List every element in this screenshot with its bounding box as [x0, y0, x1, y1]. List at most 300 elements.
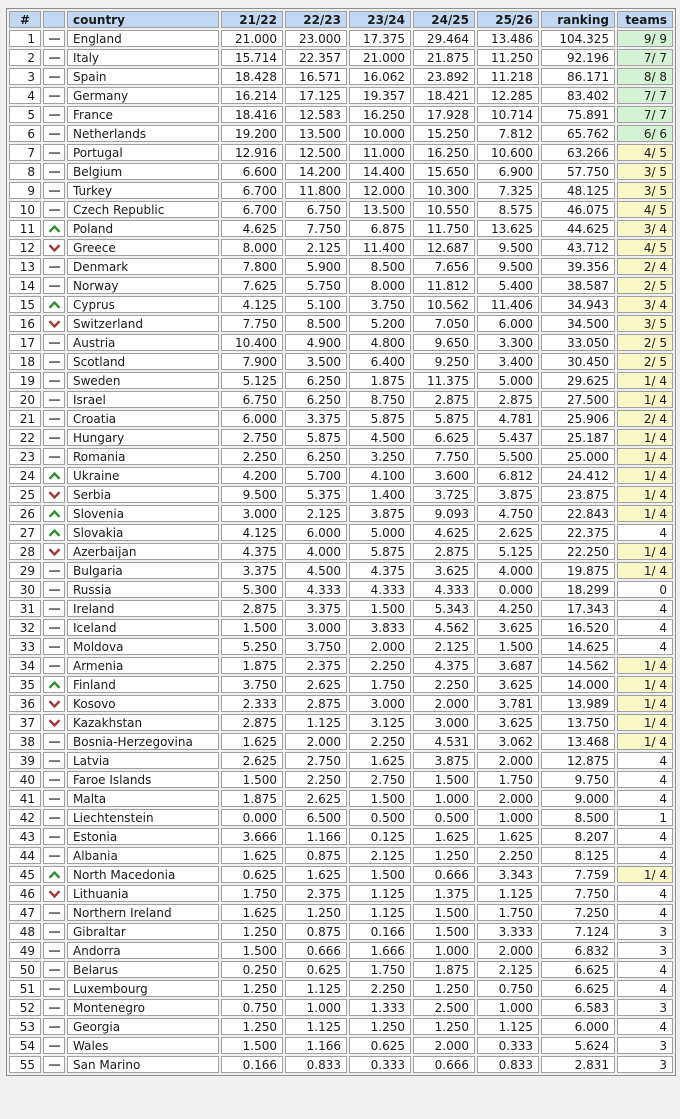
season-25-26-cell: 0.000: [477, 581, 539, 598]
teams-cell: 4: [617, 790, 673, 807]
season-21-22-cell: 1.250: [221, 1018, 283, 1035]
ranking-cell: 19.875: [541, 562, 615, 579]
ranking-cell: 83.402: [541, 87, 615, 104]
season-21-22-cell: 1.875: [221, 790, 283, 807]
table-row: [9, 828, 673, 845]
season-25-26-cell: 5.000: [477, 372, 539, 389]
table-row: [9, 619, 673, 636]
season-21-22-cell: 2.875: [221, 600, 283, 617]
ranking-cell: 38.587: [541, 277, 615, 294]
table-row: [9, 106, 673, 123]
country-cell: Hungary: [67, 429, 219, 446]
ranking-cell: 33.050: [541, 334, 615, 351]
country-cell: Slovakia: [67, 524, 219, 541]
teams-cell: 3/ 5: [617, 182, 673, 199]
country-cell: Netherlands: [67, 125, 219, 142]
season-22-23-cell: 1.125: [285, 1018, 347, 1035]
season-23-24-cell: 0.625: [349, 1037, 411, 1054]
season-23-24-cell: 1.400: [349, 486, 411, 503]
season-23-24-cell: 4.100: [349, 467, 411, 484]
movement-cell: [43, 429, 65, 446]
season-23-24-cell: 2.750: [349, 771, 411, 788]
season-22-23-cell: 1.166: [285, 828, 347, 845]
season-25-26-cell: 1.125: [477, 885, 539, 902]
no-change-icon: [49, 57, 60, 59]
rank-cell: 13: [9, 258, 41, 275]
season-23-24-cell: 8.000: [349, 277, 411, 294]
season-24-25-cell: 4.531: [413, 733, 475, 750]
table-row: [9, 125, 673, 142]
season-22-23-cell: 6.750: [285, 201, 347, 218]
table-row: [9, 87, 673, 104]
season-25-26-cell: 3.343: [477, 866, 539, 883]
season-21-22-cell: 1.500: [221, 771, 283, 788]
country-coefficient-table: [6, 8, 676, 1076]
season-22-23-cell: 2.125: [285, 505, 347, 522]
movement-cell: [43, 30, 65, 47]
season-25-26-cell: 1.000: [477, 809, 539, 826]
season-23-24-cell: 4.500: [349, 429, 411, 446]
season-25-26-cell: 7.325: [477, 182, 539, 199]
season-25-26-cell: 6.812: [477, 467, 539, 484]
rank-cell: 53: [9, 1018, 41, 1035]
season-25-26-cell: 3.062: [477, 733, 539, 750]
season-21-22-cell: 0.166: [221, 1056, 283, 1073]
ranking-cell: 9.000: [541, 790, 615, 807]
no-change-icon: [49, 380, 60, 382]
season-21-22-cell: 7.800: [221, 258, 283, 275]
country-cell: Northern Ireland: [67, 904, 219, 921]
season-23-24-cell: 1.500: [349, 866, 411, 883]
teams-cell: 8/ 8: [617, 68, 673, 85]
season-22-23-cell: 3.375: [285, 410, 347, 427]
country-cell: England: [67, 30, 219, 47]
table-row: [9, 885, 673, 902]
movement-cell: [43, 144, 65, 161]
no-change-icon: [49, 950, 60, 952]
season-24-25-cell: 2.250: [413, 676, 475, 693]
table-row: [9, 315, 673, 332]
season-24-25-cell: 3.875: [413, 752, 475, 769]
no-change-icon: [49, 133, 60, 135]
no-change-icon: [49, 988, 60, 990]
ranking-cell: 16.520: [541, 619, 615, 636]
table-row: [9, 581, 673, 598]
table-row: [9, 866, 673, 883]
ranking-cell: 63.266: [541, 144, 615, 161]
season-21-22-cell: 6.750: [221, 391, 283, 408]
movement-cell: [43, 258, 65, 275]
season-23-24-cell: 4.333: [349, 581, 411, 598]
season-22-23-cell: 5.375: [285, 486, 347, 503]
teams-cell: 1/ 4: [617, 391, 673, 408]
season-22-23-cell: 6.000: [285, 524, 347, 541]
movement-cell: [43, 847, 65, 864]
season-22-23-cell: 7.750: [285, 220, 347, 237]
season-22-23-cell: 14.200: [285, 163, 347, 180]
table-row: [9, 220, 673, 237]
country-cell: Georgia: [67, 1018, 219, 1035]
season-22-23-cell: 22.357: [285, 49, 347, 66]
season-24-25-cell: 11.812: [413, 277, 475, 294]
rank-cell: 40: [9, 771, 41, 788]
rank-cell: 3: [9, 68, 41, 85]
teams-cell: 2/ 4: [617, 258, 673, 275]
rank-cell: 37: [9, 714, 41, 731]
season-21-22-cell: 1.250: [221, 980, 283, 997]
country-cell: Italy: [67, 49, 219, 66]
teams-cell: 4: [617, 619, 673, 636]
movement-cell: [43, 695, 65, 712]
season-23-24-cell: 5.200: [349, 315, 411, 332]
rank-cell: 50: [9, 961, 41, 978]
season-24-25-cell: 1.875: [413, 961, 475, 978]
no-change-icon: [49, 589, 60, 591]
country-cell: Latvia: [67, 752, 219, 769]
season-23-24-cell: 1.500: [349, 600, 411, 617]
teams-cell: 2/ 5: [617, 353, 673, 370]
country-cell: Greece: [67, 239, 219, 256]
ranking-cell: 86.171: [541, 68, 615, 85]
season-22-23-cell: 2.750: [285, 752, 347, 769]
season-21-22-cell: 7.625: [221, 277, 283, 294]
table-row: [9, 847, 673, 864]
season-21-22-cell: 4.375: [221, 543, 283, 560]
table-row: [9, 429, 673, 446]
season-25-26-cell: 2.000: [477, 790, 539, 807]
movement-cell: [43, 904, 65, 921]
table-row: [9, 562, 673, 579]
season-25-26-cell: 1.625: [477, 828, 539, 845]
table-row: [9, 999, 673, 1016]
country-cell: Sweden: [67, 372, 219, 389]
rank-cell: 21: [9, 410, 41, 427]
season-22-23-cell: 13.500: [285, 125, 347, 142]
season-23-24-cell: 12.000: [349, 182, 411, 199]
header-rank: #: [9, 11, 41, 28]
teams-cell: 4: [617, 771, 673, 788]
season-25-26-cell: 4.750: [477, 505, 539, 522]
ranking-cell: 22.250: [541, 543, 615, 560]
ranking-cell: 22.843: [541, 505, 615, 522]
country-cell: Malta: [67, 790, 219, 807]
season-22-23-cell: 5.900: [285, 258, 347, 275]
table-row: [9, 30, 673, 47]
season-22-23-cell: 6.250: [285, 391, 347, 408]
season-25-26-cell: 0.750: [477, 980, 539, 997]
season-24-25-cell: 1.250: [413, 1018, 475, 1035]
season-24-25-cell: 23.892: [413, 68, 475, 85]
no-change-icon: [49, 741, 60, 743]
season-24-25-cell: 3.625: [413, 562, 475, 579]
teams-cell: 4: [617, 980, 673, 997]
season-24-25-cell: 6.625: [413, 429, 475, 446]
no-change-icon: [49, 437, 60, 439]
rank-up-icon: [48, 510, 61, 518]
season-25-26-cell: 3.687: [477, 657, 539, 674]
ranking-cell: 75.891: [541, 106, 615, 123]
country-cell: Iceland: [67, 619, 219, 636]
ranking-cell: 6.625: [541, 961, 615, 978]
table-row: [9, 372, 673, 389]
no-change-icon: [49, 456, 60, 458]
movement-cell: [43, 201, 65, 218]
teams-cell: 1: [617, 809, 673, 826]
rank-cell: 5: [9, 106, 41, 123]
season-21-22-cell: 18.416: [221, 106, 283, 123]
season-21-22-cell: 19.200: [221, 125, 283, 142]
season-23-24-cell: 8.500: [349, 258, 411, 275]
movement-cell: [43, 1037, 65, 1054]
ranking-cell: 14.000: [541, 676, 615, 693]
rank-cell: 24: [9, 467, 41, 484]
season-24-25-cell: 15.250: [413, 125, 475, 142]
ranking-cell: 8.125: [541, 847, 615, 864]
movement-cell: [43, 752, 65, 769]
season-24-25-cell: 3.000: [413, 714, 475, 731]
country-cell: Moldova: [67, 638, 219, 655]
season-22-23-cell: 1.250: [285, 904, 347, 921]
season-21-22-cell: 3.666: [221, 828, 283, 845]
season-22-23-cell: 4.000: [285, 543, 347, 560]
season-23-24-cell: 5.875: [349, 543, 411, 560]
season-23-24-cell: 16.062: [349, 68, 411, 85]
season-24-25-cell: 1.500: [413, 904, 475, 921]
country-cell: Belarus: [67, 961, 219, 978]
season-25-26-cell: 3.625: [477, 619, 539, 636]
rank-down-icon: [48, 890, 61, 898]
season-23-24-cell: 14.400: [349, 163, 411, 180]
teams-cell: 1/ 4: [617, 543, 673, 560]
season-21-22-cell: 1.250: [221, 923, 283, 940]
table-row: [9, 600, 673, 617]
rank-cell: 16: [9, 315, 41, 332]
country-cell: Faroe Islands: [67, 771, 219, 788]
country-cell: Slovenia: [67, 505, 219, 522]
season-25-26-cell: 2.000: [477, 942, 539, 959]
season-23-24-cell: 1.500: [349, 790, 411, 807]
season-24-25-cell: 3.600: [413, 467, 475, 484]
season-21-22-cell: 2.750: [221, 429, 283, 446]
season-25-26-cell: 6.900: [477, 163, 539, 180]
season-24-25-cell: 2.500: [413, 999, 475, 1016]
rank-cell: 14: [9, 277, 41, 294]
season-24-25-cell: 9.093: [413, 505, 475, 522]
season-25-26-cell: 10.714: [477, 106, 539, 123]
season-25-26-cell: 9.500: [477, 239, 539, 256]
rank-cell: 42: [9, 809, 41, 826]
country-cell: Spain: [67, 68, 219, 85]
table-row: [9, 391, 673, 408]
country-cell: Turkey: [67, 182, 219, 199]
country-cell: Serbia: [67, 486, 219, 503]
rank-cell: 22: [9, 429, 41, 446]
movement-cell: [43, 885, 65, 902]
rank-cell: 25: [9, 486, 41, 503]
teams-cell: 4: [617, 638, 673, 655]
teams-cell: 4/ 5: [617, 239, 673, 256]
season-23-24-cell: 2.000: [349, 638, 411, 655]
teams-cell: 3: [617, 1056, 673, 1073]
ranking-cell: 44.625: [541, 220, 615, 237]
rank-cell: 38: [9, 733, 41, 750]
season-23-24-cell: 6.875: [349, 220, 411, 237]
country-cell: Wales: [67, 1037, 219, 1054]
rank-down-icon: [48, 320, 61, 328]
teams-cell: 1/ 4: [617, 695, 673, 712]
season-23-24-cell: 4.375: [349, 562, 411, 579]
country-cell: Poland: [67, 220, 219, 237]
table-row: [9, 923, 673, 940]
teams-cell: 7/ 7: [617, 87, 673, 104]
header-season-23-24: 23/24: [349, 11, 411, 28]
season-24-25-cell: 1.500: [413, 923, 475, 940]
ranking-cell: 13.468: [541, 733, 615, 750]
season-23-24-cell: 2.250: [349, 657, 411, 674]
season-24-25-cell: 4.625: [413, 524, 475, 541]
season-21-22-cell: 6.000: [221, 410, 283, 427]
season-24-25-cell: 2.000: [413, 1037, 475, 1054]
country-cell: Andorra: [67, 942, 219, 959]
season-21-22-cell: 1.625: [221, 904, 283, 921]
country-cell: Austria: [67, 334, 219, 351]
season-25-26-cell: 4.250: [477, 600, 539, 617]
season-24-25-cell: 2.875: [413, 391, 475, 408]
season-22-23-cell: 4.333: [285, 581, 347, 598]
season-25-26-cell: 0.833: [477, 1056, 539, 1073]
table-row: [9, 714, 673, 731]
season-24-25-cell: 10.550: [413, 201, 475, 218]
season-23-24-cell: 0.333: [349, 1056, 411, 1073]
country-cell: Denmark: [67, 258, 219, 275]
country-cell: Liechtenstein: [67, 809, 219, 826]
movement-cell: [43, 239, 65, 256]
season-22-23-cell: 0.875: [285, 847, 347, 864]
season-23-24-cell: 5.875: [349, 410, 411, 427]
movement-cell: [43, 410, 65, 427]
season-24-25-cell: 2.125: [413, 638, 475, 655]
table-body: [9, 30, 673, 1073]
season-21-22-cell: 0.250: [221, 961, 283, 978]
table-row: [9, 258, 673, 275]
ranking-cell: 25.000: [541, 448, 615, 465]
rank-cell: 32: [9, 619, 41, 636]
season-22-23-cell: 11.800: [285, 182, 347, 199]
season-21-22-cell: 12.916: [221, 144, 283, 161]
season-22-23-cell: 3.000: [285, 619, 347, 636]
season-23-24-cell: 10.000: [349, 125, 411, 142]
no-change-icon: [49, 931, 60, 933]
movement-cell: [43, 866, 65, 883]
rank-down-icon: [48, 244, 61, 252]
ranking-cell: 25.187: [541, 429, 615, 446]
no-change-icon: [49, 1026, 60, 1028]
season-21-22-cell: 4.125: [221, 296, 283, 313]
season-22-23-cell: 0.625: [285, 961, 347, 978]
season-23-24-cell: 6.400: [349, 353, 411, 370]
no-change-icon: [49, 399, 60, 401]
ranking-cell: 29.625: [541, 372, 615, 389]
ranking-cell: 12.875: [541, 752, 615, 769]
rank-cell: 35: [9, 676, 41, 693]
season-22-23-cell: 6.500: [285, 809, 347, 826]
rank-cell: 12: [9, 239, 41, 256]
country-cell: Kazakhstan: [67, 714, 219, 731]
season-24-25-cell: 7.750: [413, 448, 475, 465]
country-cell: Romania: [67, 448, 219, 465]
season-25-26-cell: 5.437: [477, 429, 539, 446]
season-25-26-cell: 1.750: [477, 771, 539, 788]
ranking-cell: 5.624: [541, 1037, 615, 1054]
country-cell: Azerbaijan: [67, 543, 219, 560]
season-23-24-cell: 1.875: [349, 372, 411, 389]
table-row: [9, 904, 673, 921]
table-row: [9, 961, 673, 978]
rank-cell: 15: [9, 296, 41, 313]
movement-cell: [43, 923, 65, 940]
season-22-23-cell: 2.875: [285, 695, 347, 712]
teams-cell: 4/ 5: [617, 144, 673, 161]
rank-cell: 7: [9, 144, 41, 161]
season-24-25-cell: 5.343: [413, 600, 475, 617]
season-22-23-cell: 3.500: [285, 353, 347, 370]
table-row: [9, 182, 673, 199]
season-21-22-cell: 3.375: [221, 562, 283, 579]
no-change-icon: [49, 1007, 60, 1009]
season-23-24-cell: 2.125: [349, 847, 411, 864]
season-24-25-cell: 16.250: [413, 144, 475, 161]
header-teams: teams: [617, 11, 673, 28]
table-row: [9, 277, 673, 294]
movement-cell: [43, 315, 65, 332]
no-change-icon: [49, 798, 60, 800]
season-24-25-cell: 9.650: [413, 334, 475, 351]
season-24-25-cell: 7.050: [413, 315, 475, 332]
teams-cell: 6/ 6: [617, 125, 673, 142]
season-25-26-cell: 1.125: [477, 1018, 539, 1035]
ranking-cell: 14.625: [541, 638, 615, 655]
rank-cell: 41: [9, 790, 41, 807]
season-21-22-cell: 3.000: [221, 505, 283, 522]
season-22-23-cell: 5.100: [285, 296, 347, 313]
movement-cell: [43, 467, 65, 484]
teams-cell: 0: [617, 581, 673, 598]
movement-cell: [43, 790, 65, 807]
season-25-26-cell: 1.500: [477, 638, 539, 655]
season-24-25-cell: 7.656: [413, 258, 475, 275]
no-change-icon: [49, 209, 60, 211]
season-23-24-cell: 3.250: [349, 448, 411, 465]
teams-cell: 2/ 4: [617, 410, 673, 427]
ranking-cell: 27.500: [541, 391, 615, 408]
season-21-22-cell: 7.750: [221, 315, 283, 332]
teams-cell: 4: [617, 885, 673, 902]
table-row: [9, 676, 673, 693]
season-23-24-cell: 1.666: [349, 942, 411, 959]
country-cell: France: [67, 106, 219, 123]
teams-cell: 1/ 4: [617, 448, 673, 465]
season-25-26-cell: 3.400: [477, 353, 539, 370]
table-row: [9, 543, 673, 560]
teams-cell: 9/ 9: [617, 30, 673, 47]
season-21-22-cell: 0.750: [221, 999, 283, 1016]
movement-cell: [43, 809, 65, 826]
season-24-25-cell: 1.625: [413, 828, 475, 845]
season-24-25-cell: 2.000: [413, 695, 475, 712]
season-25-26-cell: 3.625: [477, 714, 539, 731]
table-row: [9, 638, 673, 655]
season-24-25-cell: 4.562: [413, 619, 475, 636]
